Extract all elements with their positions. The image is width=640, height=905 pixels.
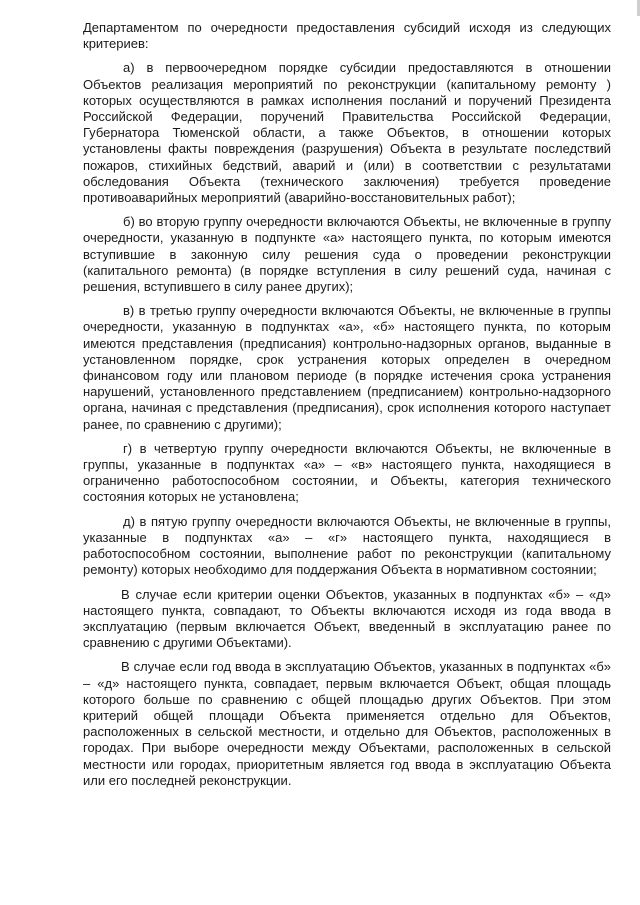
tie-break-area-paragraph: В случае если год ввода в эксплуатацию Объектов, указанных в подпунктах «б» – «д» настоящего пункта, совпадает, первым включается Объект, общая площадь которого больше по сравнению с общей площадью других Объектов. При этом критерий общей площади Объекта применяется отдельно для Объектов, расположенных в сельской местности, и отдельно для Объектов, расположенных в городах. При выборе очередности между Объектами, расположенных в сельской местности или городах, приоритетным является год ввода в эксплуатацию Объекта или его последней реконструкции. bbox=[83, 659, 611, 788]
tie-break-year-paragraph: В случае если критерии оценки Объектов, указанных в подпунктах «б» – «д» настоящего пункта, совпадают, то Объекты включаются исходя из года ввода в эксплуатацию (первым включается Объект, введенный в эксплуатацию ранее по сравнению с другими Объектами). bbox=[83, 586, 611, 651]
criterion-g: г) в четвертую группу очередности включаются Объекты, не включенные в группы, указанные в подпунктах «а» – «в» настоящего пункта, находящиеся в ограниченно работоспособном состоянии, и Объекты, категория технического состояния которых не установлена; bbox=[83, 440, 611, 505]
criterion-d: д) в пятую группу очередности включаются Объекты, не включенные в группы, указанные в подпунктах «а» – «г» настоящего пункта, находящиеся в работоспособном состоянии, выполнение работ по реконструкции (капитальному ремонту) которых необходимо для поддержания Объекта в нормативном состоянии; bbox=[83, 513, 611, 578]
intro-paragraph: Департаментом по очередности предоставления субсидий исходя из следующих критериев: bbox=[83, 20, 611, 52]
document-page bbox=[83, 20, 611, 797]
criterion-v: в) в третью группу очередности включаются Объекты, не включенные в группы очередности, указанную в подпунктах «а», «б» настоящего пункта, по которым имеются представления (предписания) контрольно-надзорных органов, выданные в установленном порядке, срок устранения которых определен в очередном финансовом году или плановом периоде (в порядке истечения срока устранения нарушений, установленного представлением (предписанием) контрольно-надзорного органа, начиная с представления (предписания), срок исполнения которого наступает ранее, по сравнению с другими); bbox=[83, 303, 611, 432]
criterion-a: а) в первоочередном порядке субсидии предоставляются в отношении Объектов реализация мероприятий по реконструкции (капитальному ремонту ) которых осуществляются в рамках исполнения посланий и поручений Президента Российской Федерации, поручений Правительства Российской Федерации, Губернатора Тюменской области, а также Объектов, в отношении которых установлены факты повреждения (разрушения) Объекта в результате последствий пожаров, стихийных бедствий, аварий и (или) в соответствии с результатами обследования Объекта (технического заключения) требуется проведение противоаварийных мероприятий (аварийно-восстановительных работ); bbox=[83, 60, 611, 206]
criterion-b: б) во вторую группу очередности включаются Объекты, не включенные в группу очередности, указанную в подпункте «а» настоящего пункта, по которым имеются вступившие в законную силу решения суда о проведении реконструкции (капитального ремонта) (в порядке вступления в силу решений суда, начиная с решения, вступившего в силу ранее других); bbox=[83, 214, 611, 295]
